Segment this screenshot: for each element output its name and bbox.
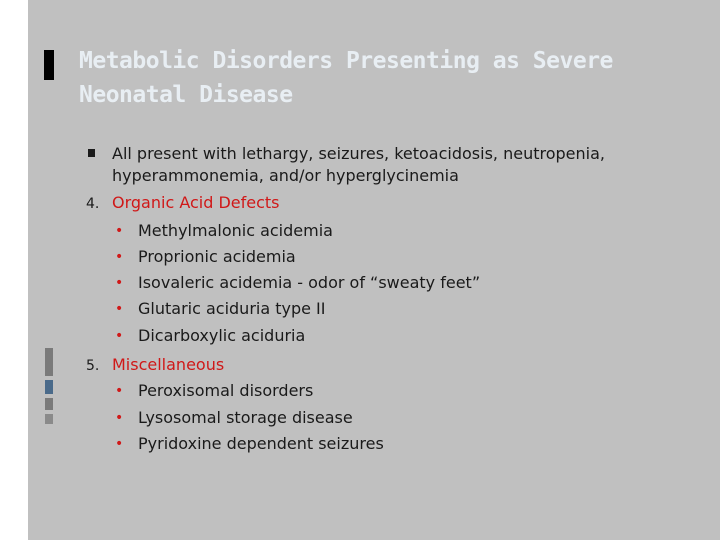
sub-bullet-icon: • (115, 410, 124, 426)
section-number: 4. (86, 196, 100, 212)
list-item: Lysosomal storage disease (138, 408, 353, 427)
section-heading: Miscellaneous (112, 355, 225, 374)
section-number: 5. (86, 358, 100, 374)
list-item: Dicarboxylic aciduria (138, 326, 306, 345)
list-item: Isovaleric acidemia - odor of “sweaty feet” (138, 273, 481, 292)
sub-bullet-icon: • (115, 383, 124, 399)
sub-bullet-icon: • (115, 301, 124, 317)
sub-bullet-icon: • (115, 223, 124, 239)
list-item: Peroxisomal disorders (138, 381, 314, 400)
list-item: Pyridoxine dependent seizures (138, 434, 384, 453)
slide-title: Metabolic Disorders Presenting as Severe Neonatal Disease (79, 48, 613, 108)
list-item: Proprionic acidemia (138, 247, 296, 266)
sub-bullet-icon: • (115, 275, 124, 291)
intro-line-2: hyperammonemia, and/or hyperglycinemia (112, 166, 459, 185)
list-item: Methylmalonic acidemia (138, 221, 333, 240)
section-heading: Organic Acid Defects (112, 193, 280, 212)
list-item: Glutaric aciduria type II (138, 299, 326, 318)
sub-bullet-icon: • (115, 328, 124, 344)
intro-line-1: All present with lethargy, seizures, ketoacidosis, neutropenia, (112, 144, 605, 163)
square-bullet-icon (88, 149, 95, 157)
sub-bullet-icon: • (115, 249, 124, 265)
sub-bullet-icon: • (115, 436, 124, 452)
